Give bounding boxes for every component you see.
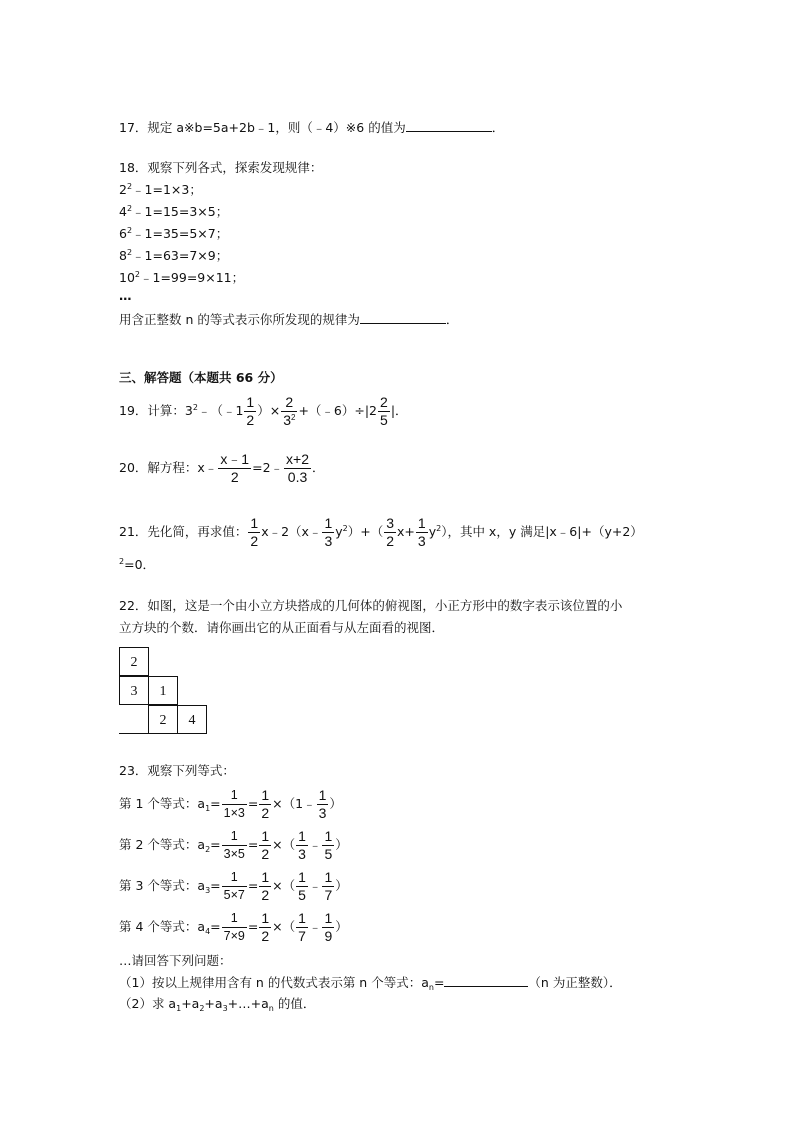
grid-bottom-edge [119, 733, 149, 734]
q23-sub: 4 [205, 927, 211, 936]
question-19 [119, 393, 408, 429]
q19-fraction-1 [244, 394, 256, 429]
question-22-line-1: 22．如图，这是一个由小立方块搭成的几何体的俯视图，小正方形中的数字表示该位置的小 [119, 598, 623, 613]
q23-label: 第 2 个等式：a [119, 837, 206, 852]
q18-row-1 [119, 182, 202, 198]
question-20 [119, 450, 325, 486]
q23-fraction [222, 910, 247, 945]
q21-fraction-1 [248, 515, 260, 550]
section-3-heading: 三、解答题（本题共 66 分） [119, 370, 283, 385]
q18-end: ． [445, 312, 459, 327]
denominator: 2 [386, 533, 395, 549]
q23-minus: ﹣ [308, 837, 322, 852]
q23-p1-tail: （n 为正整数）． [528, 975, 622, 990]
numerator: x+2 [286, 451, 310, 467]
numerator: 1 [324, 910, 333, 926]
q20-fraction-2 [284, 451, 311, 486]
q18-ask [119, 311, 458, 328]
q21-fraction-4 [416, 515, 428, 550]
q23-part-2 [119, 996, 315, 1012]
q18-base: 6 [119, 226, 127, 241]
denominator: 5 [324, 846, 333, 862]
grid-cell: 1 [148, 676, 178, 705]
q18-answer-blank[interactable] [360, 311, 446, 324]
q21-fraction-3 [384, 515, 396, 550]
q21-lead: 21．先化简，再求值： [119, 524, 248, 539]
q19-part: ）× [257, 403, 281, 418]
denominator: 7×9 [223, 929, 245, 943]
q23-fraction-b [322, 869, 334, 904]
q21-wrap-exp: 2 [119, 557, 125, 566]
q21-part: y [428, 524, 437, 539]
q23-half [259, 828, 271, 863]
q23-ask: …请回答下列问题： [119, 953, 232, 968]
denominator: 3 [298, 846, 306, 862]
q19-lead: 19．计算：3 [119, 403, 193, 418]
q23-p1-sub: n [428, 983, 434, 992]
q23-half [259, 787, 271, 822]
q23-mid: ×（ [272, 919, 296, 934]
q23-fraction [222, 869, 247, 904]
numerator: 1 [222, 787, 247, 805]
q23-mid: ×（1﹣ [272, 796, 316, 811]
q23-p2-part: +a [181, 996, 200, 1011]
numerator: 1 [298, 828, 306, 844]
q23-fraction-a [296, 828, 308, 863]
q23-fraction-a [296, 910, 308, 945]
q23-part-1 [119, 974, 622, 991]
top-view-grid [119, 647, 215, 737]
denominator: 7 [298, 928, 306, 944]
q23-p2-part: +a [204, 996, 223, 1011]
question-23-intro: 23．观察下列等式： [119, 763, 235, 778]
q23-p2-tail: 的值． [273, 996, 316, 1011]
q23-fraction [222, 787, 247, 822]
denominator: 1×3 [223, 806, 245, 820]
numerator: 1 [246, 394, 255, 410]
denominator: 5×7 [223, 888, 245, 902]
q21-part: x+ [397, 524, 415, 539]
q23-p2-lead: （2）求 a [119, 996, 177, 1011]
denominator-base: 3 [283, 412, 291, 428]
denominator: 3 [324, 533, 333, 549]
q23-row-4: 第 4 个等式：$a_4=$ $\frac{1}{7\times 9}$ = $\frac{1}{2}$ ×（ $\frac{1}{7}$ ﹣ $\frac{1}{9}$ ） [119, 910, 348, 944]
q23-sub: 1 [205, 804, 211, 813]
q23-sub: 3 [205, 886, 211, 895]
q18-rest: ﹣1=63=7×9； [132, 248, 229, 263]
denominator: 3 [417, 533, 426, 549]
q19-part: +（﹣6）÷|2 [298, 403, 378, 418]
numerator: 1 [298, 910, 306, 926]
q23-p1-eq: = [433, 975, 445, 990]
q21-wrap [119, 557, 155, 573]
numerator: 1 [250, 515, 259, 531]
numerator: 1 [222, 869, 247, 887]
q21-part: y [335, 524, 343, 539]
q19-fraction-2 [281, 394, 297, 429]
denominator: 2 [261, 846, 270, 862]
grid-cell: 2 [148, 705, 178, 734]
q18-row-5 [119, 270, 244, 286]
denominator: 5 [380, 412, 388, 428]
q23-p2-sub: 3 [222, 1004, 228, 1013]
q18-rest: ﹣1=15=3×5； [132, 204, 229, 219]
q21-exp: 2 [436, 524, 442, 533]
q21-part: x﹣2（x﹣ [261, 524, 322, 539]
numerator: 1 [324, 828, 333, 844]
q18-ask-text: 用含正整数 n 的等式表示你所发现的规律为 [119, 312, 360, 327]
numerator: 1 [417, 515, 426, 531]
q23-close: ） [329, 796, 342, 811]
q23-close: ） [335, 837, 348, 852]
numerator: 1 [261, 869, 270, 885]
denominator: 2 [230, 469, 239, 485]
denominator: 9 [324, 928, 333, 944]
denominator: 7 [324, 887, 333, 903]
grid-cell: 2 [119, 647, 149, 676]
q17-end: ． [491, 120, 505, 135]
numerator: 1 [261, 910, 270, 926]
numerator: 1 [222, 828, 247, 846]
denominator: 2 [261, 805, 270, 821]
question-18-intro: 18．观察下列各式，探索发现规律： [119, 160, 323, 175]
q19-exp: 2 [192, 403, 198, 412]
q23-minus: ﹣ [308, 919, 322, 934]
q20-fraction-1 [218, 451, 251, 486]
q17-text: 17．规定 a※b=5a+2b﹣1，则（﹣4）※6 的值为 [119, 120, 406, 135]
q18-base: 8 [119, 248, 127, 263]
q21-part: ），其中 x，y 满足|x﹣6|+（y+2） [441, 524, 643, 539]
q18-exp: 2 [126, 182, 133, 191]
q23-minus: ﹣ [308, 878, 322, 893]
numerator: 1 [261, 828, 270, 844]
q18-exp: 2 [126, 248, 133, 257]
q18-row-2 [119, 204, 228, 220]
denominator: 2 [261, 887, 270, 903]
q23-p2-sub: 2 [199, 1004, 205, 1013]
q23-label: 第 3 个等式：a [119, 878, 206, 893]
q23-fraction-b [322, 910, 334, 945]
q23-row-3: 第 3 个等式：$a_3=$ $\frac{1}{5\times 7}$ = $\frac{1}{2}$ ×（ $\frac{1}{5}$ ﹣ $\frac{1}{7}$ ） [119, 869, 348, 903]
q19-part: ﹣（﹣1 [197, 403, 244, 418]
q17-answer-blank[interactable] [406, 119, 492, 132]
numerator: 1 [222, 910, 247, 928]
denominator: 2 [246, 412, 255, 428]
q23-fraction-a [296, 869, 308, 904]
q18-ellipsis: … [119, 288, 132, 303]
numerator: 1 [324, 869, 333, 885]
q18-exp: 2 [126, 204, 133, 213]
numerator: 3 [386, 515, 395, 531]
question-17 [119, 119, 504, 136]
q18-rest: ﹣1=99=9×11； [140, 270, 245, 285]
q18-exp: 2 [126, 226, 133, 235]
numerator: x﹣1 [220, 451, 250, 467]
denominator: 0.3 [287, 469, 308, 485]
q21-exp: 2 [342, 524, 348, 533]
denominator [281, 412, 297, 429]
q23-p2-part: +…+a [227, 996, 269, 1011]
q18-base: 10 [119, 270, 135, 285]
numerator: 1 [324, 515, 333, 531]
denominator: 2 [250, 533, 259, 549]
grid-cell: 3 [119, 676, 149, 705]
q23-half [259, 910, 271, 945]
numerator: 2 [380, 394, 388, 410]
q23-fraction [222, 828, 247, 863]
numerator: 1 [318, 787, 327, 803]
q23-p2-sub: 1 [176, 1004, 182, 1013]
grid-cell: 4 [177, 705, 207, 734]
q18-row-3 [119, 226, 228, 242]
q23-answer-blank[interactable] [444, 974, 528, 987]
q21-wrap-rest: =0． [124, 557, 156, 572]
q23-sub: 2 [205, 845, 211, 854]
q23-label: 第 1 个等式：a [119, 796, 206, 811]
denominator-exp: 2 [290, 413, 296, 422]
q23-row-1: 第 1 个等式：$a_1=$ $\frac{1}{1\times 3}$ = $\frac{1}{2}$ ×（1﹣ $\frac{1}{3}$ ） [119, 787, 342, 821]
denominator: 3 [318, 805, 327, 821]
q23-mid: ×（ [272, 837, 296, 852]
q20-lead: 20．解方程：x﹣ [119, 460, 218, 475]
q21-fraction-2 [322, 515, 334, 550]
q23-close: ） [335, 878, 348, 893]
q20-part: =2﹣ [252, 460, 284, 475]
numerator: 1 [298, 869, 306, 885]
q18-base: 4 [119, 204, 127, 219]
denominator: 3×5 [223, 847, 245, 861]
q18-rest: ﹣1=35=5×7； [132, 226, 229, 241]
numerator: 2 [281, 394, 297, 412]
q23-mid: ×（ [272, 878, 296, 893]
q19-part: |． [390, 403, 408, 418]
denominator: 5 [298, 887, 306, 903]
q18-exp: 2 [134, 270, 140, 279]
q23-half [259, 869, 271, 904]
q23-fraction-b [317, 787, 329, 822]
q23-close: ） [335, 919, 348, 934]
q18-row-4 [119, 248, 228, 264]
denominator: 2 [261, 928, 270, 944]
q20-part: ． [312, 460, 325, 475]
q23-fraction-b [322, 828, 334, 863]
q23-row-2: 第 2 个等式：$a_2=$ $\frac{1}{3\times 5}$ = $\frac{1}{2}$ ×（ $\frac{1}{3}$ ﹣ $\frac{1}{5}$ ） [119, 828, 348, 862]
q23-p1-lead: （1）按以上规律用含有 n 的代数式表示第 n 个等式：a [119, 975, 429, 990]
numerator: 1 [261, 787, 270, 803]
q21-part: ）+（ [347, 524, 384, 539]
question-22-line-2: 立方块的个数．请你画出它的从正面看与从左面看的视图． [119, 620, 445, 635]
question-21 [119, 514, 643, 550]
q23-p2-sub: n [268, 1004, 274, 1013]
q23-label: 第 4 个等式：a [119, 919, 206, 934]
q18-rest: ﹣1=1×3； [132, 182, 202, 197]
q19-fraction-3 [378, 394, 390, 429]
q18-base: 2 [119, 182, 127, 197]
